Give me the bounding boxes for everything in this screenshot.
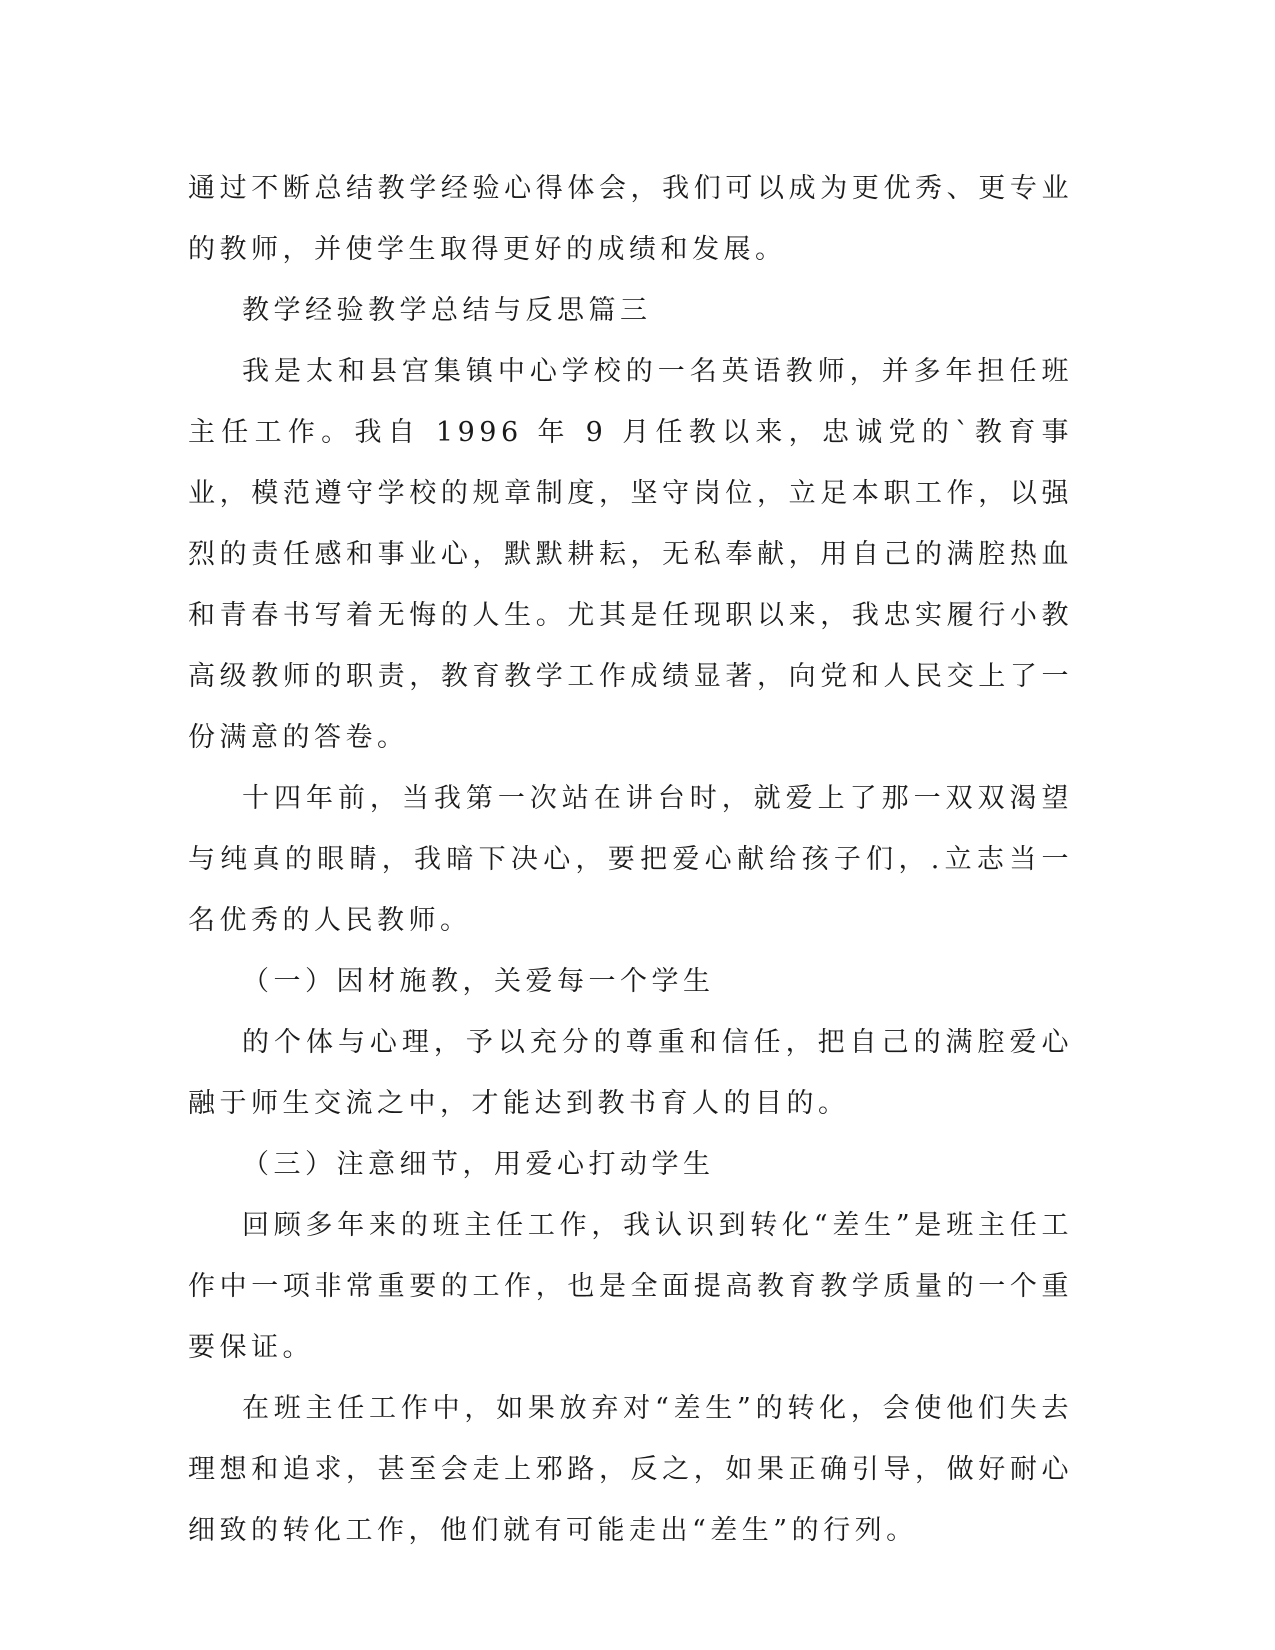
subheading-one: （一）因材施教，关爱每一个学生: [242, 966, 715, 997]
document-body: [188, 158, 1073, 1561]
paragraph-introduction: 我是太和县宫集镇中心学校的一名英语教师，并多年担任班主任工作。我自 1996 年 9 月任教以来，忠诚党的`教育事业，模范遵守学校的规章制度，坚守岗位，立足本职工作，以强烈的责任感和事业心，默默耕耘，无私奉献，用自己的满腔热血和青春书写着无悔的人生。尤其是任现职以来，我忠实履行小教高级教师的职责，教育教学工作成绩显著，向党和人民交上了一份满意的答卷。: [188, 356, 1073, 753]
paragraph-review: 回顾多年来的班主任工作，我认识到转化“差生”是班主任工作中一项非常重要的工作，也是全面提高教育教学质量的一个重要保证。: [188, 1210, 1073, 1363]
paragraph-conclusion: 通过不断总结教学经验心得体会，我们可以成为更优秀、更专业的教师，并使学生取得更好的成绩和发展。: [188, 173, 1073, 265]
subheading-three: （三）注意细节，用爱心打动学生: [242, 1149, 715, 1180]
paragraph-respect: 的个体与心理，予以充分的尊重和信任，把自己的满腔爱心融于师生交流之中，才能达到教书育人的目的。: [188, 1027, 1073, 1119]
paragraph-transformation: 在班主任工作中，如果放弃对“差生”的转化，会使他们失去理想和追求，甚至会走上邪路，反之，如果正确引导，做好耐心细致的转化工作，他们就有可能走出“差生”的行列。: [188, 1393, 1073, 1546]
section-heading: 教学经验教学总结与反思篇三: [242, 295, 652, 326]
paragraph-resolution: 十四年前，当我第一次站在讲台时，就爱上了那一双双渴望与纯真的眼睛，我暗下决心，要把爱心献给孩子们，.立志当一名优秀的人民教师。: [188, 783, 1073, 936]
